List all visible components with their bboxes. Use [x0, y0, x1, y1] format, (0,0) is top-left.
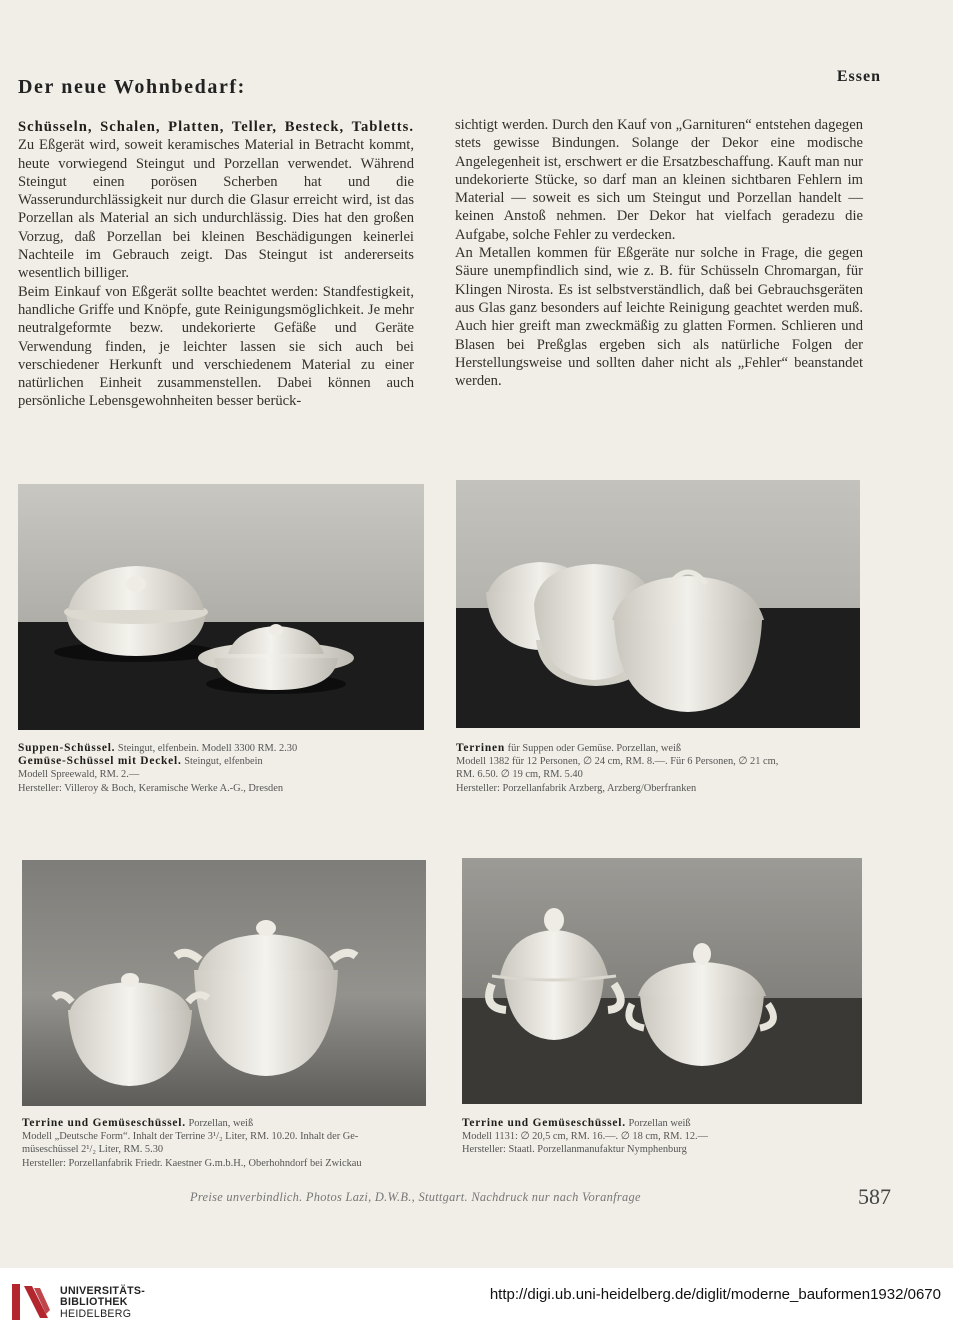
caption-line: Hersteller: Porzellanfabrik Friedr. Kaestner G.m.b.H., Oberhohndorf bei Zwickau: [22, 1157, 362, 1169]
library-name-line: BIBLIOTHEK: [60, 1296, 128, 1309]
section-topic: Essen: [836, 68, 881, 85]
library-name-line: UNIVERSITÄTS-: [60, 1285, 146, 1297]
source-url-link[interactable]: http://digi.ub.uni-heidelberg.de/diglit/moderne_bauformen1932/0670: [489, 1286, 941, 1303]
text-column-left: [18, 118, 414, 411]
photo-terrine-nymphenburg: [462, 858, 862, 1104]
caption-line: Modell 1131: ∅ 20,5 cm, RM. 16.—. ∅ 18 cm, RM. 12.—: [462, 1131, 709, 1143]
caption-line: Hersteller: Villeroy & Boch, Keramische Werke A.-G., Dresden: [18, 782, 284, 794]
paragraph-text: Zu Eßgerät wird, soweit keramisches Material in Betracht kommt, heute vorwiegend Steingut und Porzellan verwendet. Während Steingut einen porösen Scherben hat und die Wasserundurchlässigkeit nur durch die Glasur erreicht wird, ist das Porzellan als Material an sich undurchlässig. Dies hat den großen Vorzug, daß Porzellan bei kleinen Beschädigungen keinerlei Nachteile im Gebrauch zeigt. Das Steingut ist andererseits wesentlich billiger.: [18, 137, 414, 282]
page-number: 587: [858, 1184, 891, 1209]
photo-terrine-kaestner: [22, 860, 426, 1106]
caption-line: Hersteller: Porzellanfabrik Arzberg, Arzberg/Oberfranken: [456, 782, 697, 794]
caption-title: Terrine und Gemüseschüssel.: [22, 1117, 186, 1129]
caption-line: RM. 6.50. ∅ 19 cm, RM. 5.40: [456, 769, 583, 781]
text-column-right: [455, 116, 863, 390]
caption-line: [456, 742, 856, 755]
library-name: [60, 1286, 145, 1320]
library-name-line: HEIDELBERG: [60, 1307, 132, 1320]
caption-title: Gemüse-Schüssel mit Deckel.: [18, 755, 182, 768]
caption-line: [462, 1117, 862, 1130]
caption-title: Terrinen: [456, 742, 506, 754]
caption-line: Modell Spreewald, RM. 2.—: [18, 769, 140, 781]
caption-photo-4: [462, 1117, 862, 1157]
library-logo-icon[interactable]: [10, 1280, 54, 1324]
caption-title: Terrine und Gemüseschüssel.: [462, 1117, 626, 1129]
caption-line: Modell „Deutsche Form“. Inhalt der Terrine 3¹/₂ Liter, RM. 10.20. Inhalt der Ge-: [22, 1131, 359, 1143]
caption-title: Suppen-Schüssel.: [18, 742, 116, 754]
paragraph: sichtigt werden. Durch den Kauf von „Garnituren“ entstehen dagegen stets gewisse Bindungen. Solange der Dekor eine modische Angelegenheit ist, erschwert er die Ersatzbeschaffung. Kauft man nur undekorierte Stücke, so darf man an kleinen sichtbaren Fehlern im Material — soweit es sich um Steingut und Porzellan handelt — keinen Anstoß nehmen. Der Dekor hat vielfach geradezu die Aufgabe, solche Fehler zu verdecken.: [455, 117, 863, 243]
photo-terrinen: [456, 480, 860, 728]
caption-text: Steingut, elfenbein. Modell 3300 RM. 2.30: [115, 743, 298, 754]
lead-heading: Schüsseln, Schalen, Platten, Teller, Besteck, Tabletts.: [18, 119, 414, 135]
caption-line: [22, 1117, 442, 1130]
paragraph: Beim Einkauf von Eßgerät sollte beachtet werden: Standfestigkeit, handliche Griffe und Knöpfe, gute Reinigungsmöglichkeit. Je mehr neutralgeformte bezw. undekorierte Gefäße und Geräte Verwendung finden, je leichter lassen sie sich auch bei verschiedener Herkunft und verschiedenem Material zu einer natürlichen Einheit zusammenstellen. Dabei können auch persönliche Lebensgewohnheiten besser berück-: [18, 283, 414, 410]
caption-line: müseschüssel 2¹/₂ Liter, RM. 5.30: [22, 1144, 164, 1156]
library-footer-bar: [0, 1268, 953, 1337]
caption-text: für Suppen oder Gemüse. Porzellan, weiß: [505, 743, 682, 754]
photo-suppen-schuessel: [18, 484, 424, 730]
caption-photo-1: [18, 742, 438, 795]
caption-line: [18, 742, 438, 755]
paragraph: [18, 118, 414, 283]
caption-line: [18, 755, 438, 768]
caption-photo-2: [456, 742, 856, 795]
caption-photo-3: [22, 1117, 442, 1170]
paragraph: An Metallen kommen für Eßgeräte nur solche in Frage, die gegen Säure unempfindlich sind, wie z. B. für Schüsseln Chromargan, für Klingen Nirosta. Es ist selbstverständlich, daß bei Gebrauchsgeräten aus Glas ganz besonders auf leichte Reinigung geachtet werden muß. Auch hier greift man zweckmäßig zu glatten Formen. Schlieren und Blasen bei Preßglas ergeben sich als natürliche Folgen der Herstellungsweise und sollten daher nicht als „Fehler“ beanstandet werden.: [455, 245, 863, 390]
caption-text: Porzellan weiß: [625, 1118, 691, 1129]
section-title: Der neue Wohnbedarf:: [18, 76, 246, 98]
caption-text: Porzellan, weiß: [185, 1118, 254, 1129]
caption-line: Modell 1382 für 12 Personen, ∅ 24 cm, RM. 8.—. Für 6 Personen, ∅ 21 cm,: [456, 756, 779, 768]
caption-line: Hersteller: Staatl. Porzellanmanufaktur Nymphenburg: [462, 1144, 687, 1156]
photo-credits: Preise unverbindlich. Photos Lazi, D.W.B., Stuttgart. Nachdruck nur nach Voranfrage: [190, 1190, 641, 1204]
caption-text: Steingut, elfenbein: [181, 756, 263, 768]
